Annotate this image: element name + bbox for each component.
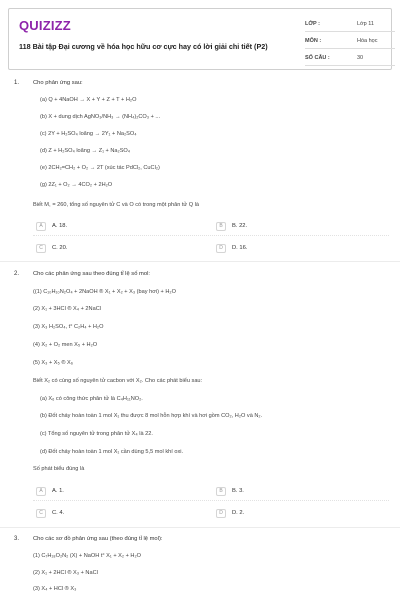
reaction-line: (a) Q + 4NaOH → X + Y + Z + T + H₂O: [40, 97, 137, 103]
reaction-line: ((1) C₁₀H₁₀N₂O₄ + 2NaOH ® X₁ + X₂ + X₃ (bay hơi) + H₂O: [33, 289, 176, 295]
option-b[interactable]: [216, 486, 244, 496]
option-letter-a: A: [36, 222, 46, 231]
meta-divider: [305, 65, 395, 66]
quizizz-logo[interactable]: QUIZIZZ: [19, 18, 71, 33]
reaction-line: (c) 2Y + H₂SO₄ loãng → 2Y₁ + Na₂SO₄: [40, 131, 137, 137]
option-letter-d: D: [216, 244, 226, 253]
option-text-b: B. 3.: [232, 488, 244, 494]
reaction-line: (2) X₁ + 2HCl ® X₃ + NaCl: [33, 570, 98, 576]
meta-count-value: 30: [357, 55, 364, 61]
option-text-a: A. 1.: [52, 488, 64, 494]
claim-line: (b) Đốt cháy hoàn toàn 1 mol X₁ thu được 8 mol hỗn hợp khí và hơi gồm CO₂, H₂O và N₂.: [40, 413, 263, 419]
reaction-line: (b) X + dung dịch AgNO₃/NH₃ → (NH₄)₂CO₃ + ...: [40, 114, 161, 120]
option-text-c: C. 4.: [52, 510, 65, 516]
question-2-note: Biết X₂ có cùng số nguyên tử cacbon với X₂. Cho các phát biểu sau:: [33, 378, 203, 384]
meta-grade-label: LỚP :: [305, 21, 320, 27]
question-divider: [0, 527, 400, 528]
reaction-line: (3) X₃ H₂SO₄, t° C₂H₄ + H₂O: [33, 324, 104, 330]
option-d[interactable]: [216, 508, 244, 518]
option-c[interactable]: [36, 508, 64, 518]
question-divider: [0, 261, 400, 262]
option-letter-c: C: [36, 509, 46, 518]
meta-divider: [305, 31, 395, 32]
option-d[interactable]: [216, 243, 247, 253]
option-letter-a: A: [36, 487, 46, 496]
reaction-line: (1) C₇H₁₈O₂N₂ (X) + NaOH t° X₁ + X₂ + H₂O: [33, 553, 141, 559]
reaction-line: (4) X₂ + O₂ men X₅ + H₂O: [33, 342, 98, 348]
question-1-number: 1.: [14, 80, 20, 86]
option-text-c: C. 20.: [52, 245, 68, 251]
reaction-line: (e) 2CH₂=CH₂ + O₂ → 2T (xúc tác PdCl₂, CuCl₂): [40, 165, 160, 171]
option-letter-c: C: [36, 244, 46, 253]
option-letter-b: B: [216, 222, 226, 231]
claim-line: (a) X₆ có công thức phân tử là C₄H₁₁NO₂.: [40, 396, 143, 402]
meta-count: [305, 51, 395, 67]
option-separator: [33, 500, 389, 501]
question-2-number: 2.: [14, 271, 20, 277]
meta-divider: [305, 48, 395, 49]
option-letter-b: B: [216, 487, 226, 496]
document-header: [8, 8, 392, 70]
reaction-line: (d) Z + H₂SO₄ loãng → Z₁ + Na₂SO₄: [40, 148, 131, 154]
reaction-line: (g) 2Z₁ + O₂ → 4CO₂ + 2H₂O: [40, 182, 113, 188]
question-1-stem: Cho phản ứng sau:: [33, 80, 83, 86]
meta-subject-label: MÔN :: [305, 38, 322, 44]
meta-grade: [305, 17, 395, 33]
option-text-d: D. 2.: [232, 510, 245, 516]
meta-subject: [305, 34, 395, 50]
option-a[interactable]: [36, 486, 64, 496]
question-1-note: Biết M꜀ = 260, tổng số nguyên tử C và O có trong một phân tử Q là: [33, 202, 199, 208]
question-2-stem: Cho các phản ứng sau theo đúng tỉ lệ số mol:: [33, 271, 150, 277]
option-letter-d: D: [216, 509, 226, 518]
question-3-stem: Cho các sơ đồ phản ứng sau (theo đúng tỉ lệ mol):: [33, 536, 163, 542]
meta-subject-value: Hóa học: [357, 38, 378, 44]
option-text-a: A. 18.: [52, 223, 68, 229]
reaction-line: (5) X₃ + X₅ ® X₆: [33, 360, 73, 366]
option-b[interactable]: [216, 221, 247, 231]
meta-count-label: SỐ CÂU :: [305, 55, 330, 61]
page-title: 118 Bài tập Đại cương về hóa học hữu cơ cực hay có lời giải chi tiết (P2): [19, 42, 268, 51]
question-2-prompt: Số phát biểu đúng là: [33, 466, 85, 472]
option-c[interactable]: [36, 243, 67, 253]
option-text-b: B. 22.: [232, 223, 248, 229]
claim-line: (c) Tổng số nguyên tử trong phân tử X₄ là 22.: [40, 431, 153, 437]
meta-grade-value: Lớp 11: [357, 21, 374, 27]
option-text-d: D. 16.: [232, 245, 248, 251]
claim-line: (d) Đốt cháy hoàn toàn 1 mol X₁ cần dùng 5,5 mol khí oxi.: [40, 449, 184, 455]
question-3-number: 3.: [14, 536, 20, 542]
option-a[interactable]: [36, 221, 67, 231]
reaction-line: (3) X₄ + HCl ® X₃: [33, 586, 77, 592]
reaction-line: (2) X₁ + 3HCl ® X₄ + 2NaCl: [33, 306, 101, 312]
option-separator: [33, 235, 389, 236]
